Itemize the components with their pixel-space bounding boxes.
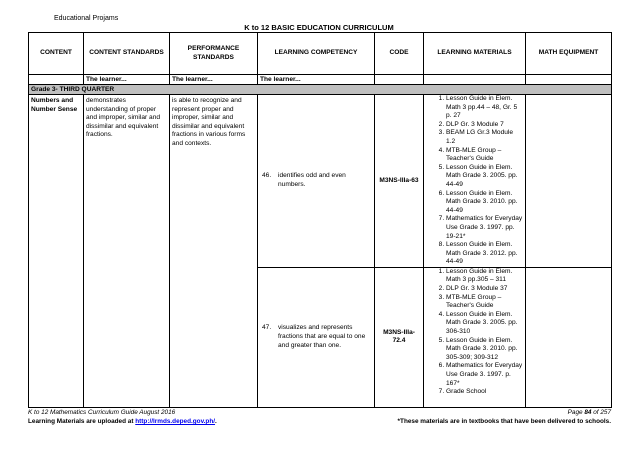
list-item: 6. Lesson Guide in Elem. Math Grade 3. 2010. pp. 44-49 (446, 190, 523, 216)
lrmds-link[interactable]: http://lrmds.deped.gov.ph/ (135, 418, 216, 425)
competency-cell (258, 95, 375, 268)
learner-row (29, 75, 612, 85)
page-indicator (568, 409, 611, 416)
list-item: 3. BEAM LG Gr.3 Module 1.2 (446, 129, 523, 146)
page-title: K to 12 BASIC EDUCATION CURRICULUM (244, 23, 394, 32)
content-cell: Numbers and Number Sense (29, 95, 84, 408)
header-performance-standards: PERFORMANCE STANDARDS (170, 33, 258, 75)
list-item: 5. Lesson Guide in Elem. Math Grade 3. 2010. pp. 305-309; 309-312 (446, 337, 523, 363)
content-standard-cell: demonstrates understanding of proper and improper, similar and dissimilar and equivalent fractions. (84, 95, 170, 408)
uploaded-note (28, 418, 217, 425)
page-suffix: of 257 (591, 409, 611, 416)
header-learning-materials: LEARNING MATERIALS (424, 33, 526, 75)
table-row (29, 95, 612, 268)
header-row (29, 33, 612, 75)
code-cell: M3NS-IIIa-63 (375, 95, 424, 268)
list-item: 3. MTB-MLE Group – Teacher's Guide (446, 294, 523, 311)
header-learning-competency: LEARNING COMPETENCY (258, 33, 375, 75)
page-number: 84 (584, 409, 592, 416)
competency-number: 47. (262, 324, 272, 332)
competency-number: 46. (262, 172, 272, 180)
page-prefix: Page (567, 409, 585, 416)
materials-cell (424, 267, 526, 407)
header-content-standards: CONTENT STANDARDS (84, 33, 170, 75)
materials-list (426, 95, 523, 267)
list-item: 6. Mathematics for Everyday Use Grade 3. 1997. p. 167* (446, 362, 523, 388)
list-item: 4. Lesson Guide in Elem. Math Grade 3. 2005. pp. 306-310 (446, 311, 523, 337)
list-item: 1. Lesson Guide in Elem. Math 3 pp.305 – 311 (446, 268, 523, 285)
uploaded-prefix: Learning Materials are uploaded at (28, 418, 136, 425)
learner-blank (29, 75, 84, 85)
equipment-cell (526, 267, 612, 407)
list-item: 7. Mathematics for Everyday Use Grade 3. 1997. pp. 19-21* (446, 215, 523, 241)
equipment-cell (526, 95, 612, 268)
performance-standard-cell: is able to recognize and represent proper and improper, similar and dissimilar and equivalent fractions in various forms and contexts. (170, 95, 258, 408)
list-item: 4. MTB-MLE Group – Teacher's Guide (446, 147, 523, 164)
learner-label: The learner... (84, 75, 170, 85)
header-math-equipment: MATH EQUIPMENT (526, 33, 612, 75)
list-item: 2. DLP Gr. 3 Module 7 (446, 121, 523, 130)
textbook-note: *These materials are in textbooks that have been delivered to schools. (397, 418, 611, 425)
code-cell: M3NS-IIIa-72.4 (375, 267, 424, 407)
list-item: 1. Lesson Guide in Elem. Math 3 pp.44 – 48, Gr. 5 p. 27 (446, 95, 523, 121)
list-item: 2. DLP Gr. 3 Module 37 (446, 285, 523, 294)
header-code: CODE (375, 33, 424, 75)
uploaded-suffix: . (215, 418, 217, 425)
curriculum-table (28, 32, 612, 408)
header-content: CONTENT (29, 33, 84, 75)
competency-text: identifies odd and even numbers. (278, 172, 346, 188)
curriculum-guide-label: K to 12 Mathematics Curriculum Guide August 2016 (28, 409, 176, 416)
list-item: 8. Lesson Guide in Elem. Math Grade 3. 2012. pp. 44-49 (446, 241, 523, 267)
grade-row (29, 85, 612, 95)
materials-cell (424, 95, 526, 268)
competency-text: visualizes and represents fractions that are equal to one and greater than one. (278, 324, 366, 349)
learner-label: The learner... (170, 75, 258, 85)
org-label: Educational Projams (54, 15, 119, 22)
grade-label: Grade 3- THIRD QUARTER (29, 85, 612, 95)
materials-list (426, 268, 523, 397)
learner-label: The learner... (258, 75, 375, 85)
competency-cell (258, 267, 375, 407)
list-item: 5. Lesson Guide in Elem. Math Grade 3. 2005. pp. 44-49 (446, 164, 523, 190)
list-item: 7. Grade School (446, 388, 523, 397)
